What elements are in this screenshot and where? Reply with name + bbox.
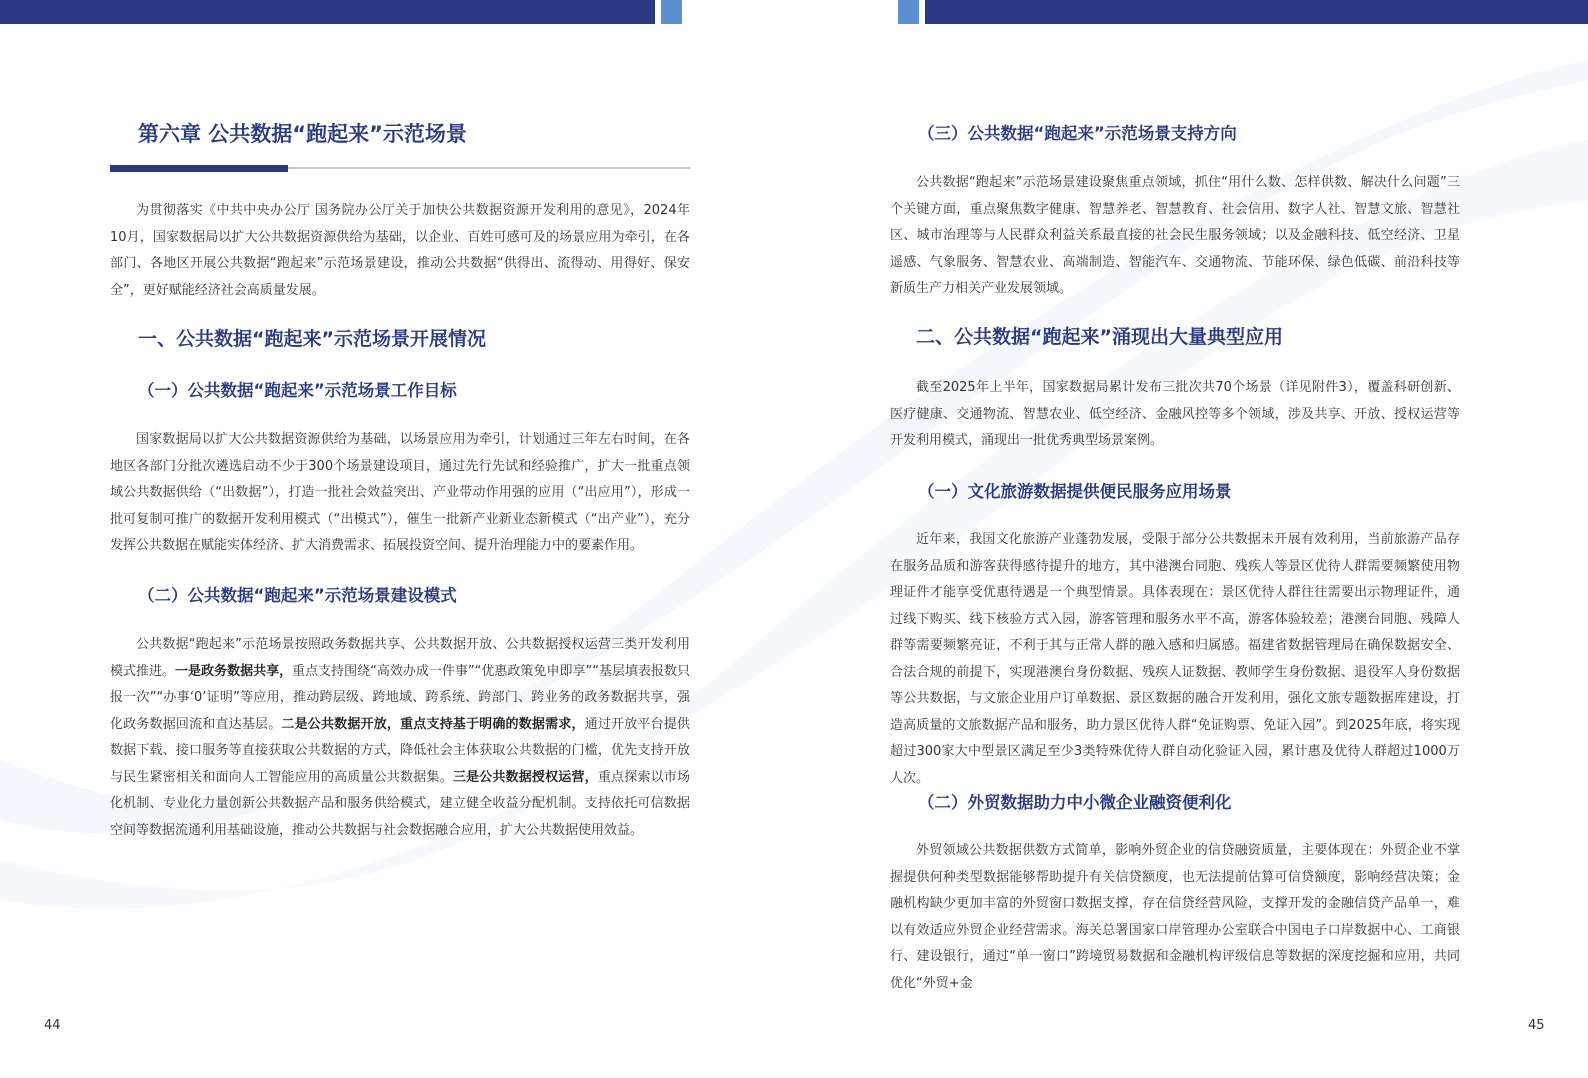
header-bar-left — [0, 0, 655, 24]
cases-paragraph: 截至2025年上半年，国家数据局累计发布三批次共70个场景（详见附件3），覆盖科研创新、医疗健康、交通物流、智慧农业、低空经济、金融风控等多个领域，涉及共享、开放、授权运营等开发利用模式，涌现出一批优秀典型场景案例。 — [890, 380, 1460, 448]
subsection-heading-trade: （二）外贸数据助力中小微企业融资便利化 — [918, 793, 1232, 812]
header-bar-right — [925, 0, 1588, 24]
subsection-heading-direction: （三）公共数据“跑起来”示范场景支持方向 — [918, 124, 1237, 143]
page-number-left: 44 — [44, 1018, 61, 1033]
tourism-paragraph: 近年来，我国文化旅游产业蓬勃发展，受限于部分公共数据未开展有效利用，当前旅游产品存在服务品质和游客获得感待提升的地方，其中港澳台同胞、残疾人等景区优待人群需要频繁使用物理证件才能享受优惠待遇是一个典型情景。具体表现在：景区优待人群往往需要出示物理证件，通过线下购买、线下核验方式入园，游客管理和服务水平不高，游客体验较差；港澳台同胞、残障人群等需要频繁亮证，不利于其与正常人群的融入感和归属感。福建省数据管理局在确保数据安全、合法合规的前提下，实现港澳台身份数据、残疾人证数据、教师学生身份数据、退役军人身份数据等公共数据，与文旅企业用户订单数据、景区数据的融合开发利用，强化文旅专题数据库建设，打造高质量的文旅数据产品和服务，助力景区优待人群“免证购票、免证入园”。到2025年底，将实现超过300家大中型景区满足至少3类特殊优待人群自动化验证入园，累计惠及优待人群超过1000万人次。 — [890, 532, 1460, 786]
mode-paragraph: 公共数据“跑起来”示范场景按照政务数据共享、公共数据开放、公共数据授权运营三类开发利用模式推进。一是政务数据共享，重点支持围绕“高效办成一件事”“优惠政策免申即享”“基层填表报数只报一次”“办事‘0’证明”等应用，推动跨层级、跨地域、跨系统、跨部门、跨业务的政务数据共享，强化政务数据回流和直达基层。二是公共数据开放，重点支持基于明确的数据需求，通过开放平台提供数据下载、接口服务等直接获取公共数据的方式，降低社会主体获取公共数据的门槛，优先支持开放与民生紧密相关和面向人工智能应用的高质量公共数据集。三是公共数据授权运营，重点探索以市场化机制、专业化力量创新公共数据产品和服务供给模式，建立健全收益分配机制。支持依托可信数据空间等数据流通利用基础设施，推动公共数据与社会数据融合应用，扩大公共数据使用效益。 — [110, 637, 690, 838]
header-accent-left — [661, 0, 682, 24]
intro-paragraph: 为贯彻落实《中共中央办公厅 国务院办公厅关于加快公共数据资源开发利用的意见》，2024年10月，国家数据局以扩大公共数据资源供给为基础，以企业、百姓可感可及的场景应用为牵引，在各部门、各地区开展公共数据“跑起来”示范场景建设，推动公共数据“供得出、流得动、用得好、保安全”，更好赋能经济社会高质量发展。 — [110, 203, 690, 298]
section-heading-2: 二、公共数据“跑起来”涌现出大量典型应用 — [916, 326, 1283, 348]
chapter-title: 第六章 公共数据“跑起来”示范场景 — [138, 122, 467, 146]
trade-paragraph: 外贸领域公共数据供数方式简单，影响外贸企业的信贷融资质量，主要体现在：外贸企业不掌握提供何种类型数据能够帮助提升有关信贷额度，也无法提前估算可信贷额度，影响经营决策；金融机构缺少更加丰富的外贸窗口数据支撑，存在信贷经营风险，支撑开发的金融信贷产品单一，难以有效适应外贸企业经营需求。海关总署国家口岸管理办公室联合中国电子口岸数据中心、工商银行、建设银行，通过“单一窗口”跨境贸易数据和金融机构评级信息等数据的深度挖掘和应用，共同优化“外贸+金 — [890, 843, 1460, 991]
subsection-heading-goal: （一）公共数据“跑起来”示范场景工作目标 — [138, 381, 457, 400]
title-underline-accent — [110, 165, 288, 172]
goal-paragraph: 国家数据局以扩大公共数据资源供给为基础，以场景应用为牵引，计划通过三年左右时间，在各地区各部门分批次遴选启动不少于300个场景建设项目，通过先行先试和经验推广，扩大一批重点领域公共数据供给（“出数据”），打造一批社会效益突出、产业带动作用强的应用（“出应用”），形成一批可复制可推广的数据开发利用模式（“出模式”），催生一批新产业新业态新模式（“出产业”），充分发挥公共数据在赋能实体经济、扩大消费需求、拓展投资空间、提升治理能力中的要素作用。 — [110, 432, 690, 553]
section-heading-1: 一、公共数据“跑起来”示范场景开展情况 — [138, 328, 486, 350]
subsection-heading-mode: （二）公共数据“跑起来”示范场景建设模式 — [138, 586, 457, 605]
page-number-right: 45 — [1528, 1018, 1545, 1033]
direction-paragraph: 公共数据“跑起来”示范场景建设聚焦重点领域，抓住“用什么数、怎样供数、解决什么问题”三个关键方面，重点聚焦数字健康、智慧养老、智慧教育、社会信用、数字人社、智慧文旅、智慧社区、城市治理等与人民群众利益关系最直接的社会民生服务领域；以及金融科技、低空经济、卫星遥感、气象服务、智慧农业、高端制造、智能汽车、交通物流、节能环保、绿色低碳、前沿科技等新质生产力相关产业发展领域。 — [890, 175, 1460, 296]
subsection-heading-tourism: （一）文化旅游数据提供便民服务应用场景 — [918, 482, 1232, 501]
header-accent-right — [898, 0, 919, 24]
